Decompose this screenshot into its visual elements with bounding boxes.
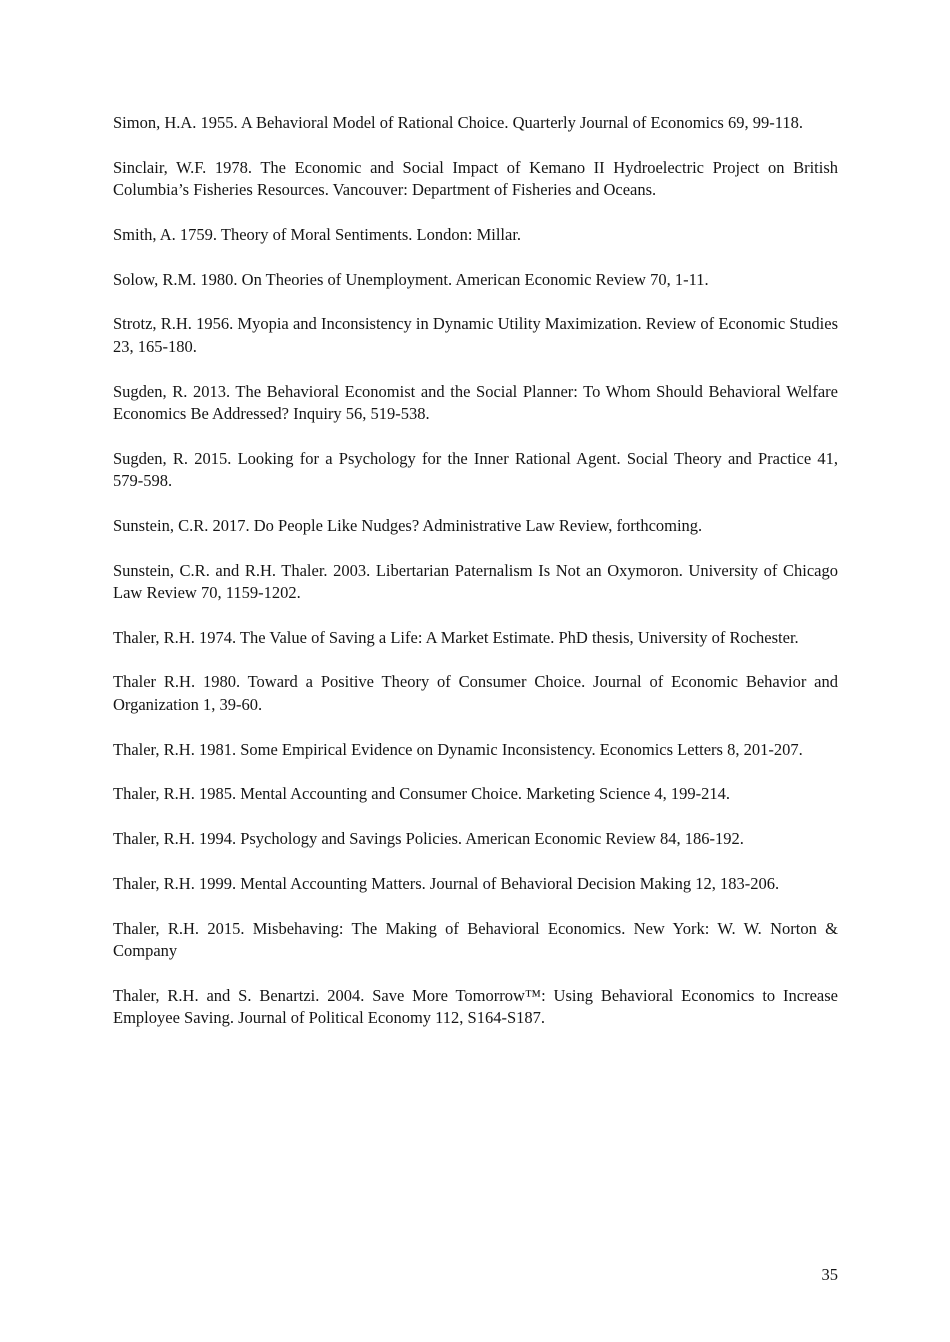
reference-entry: Strotz, R.H. 1956. Myopia and Inconsistency in Dynamic Utility Maximization. Review of Economic Studies 23, 165-180. — [113, 314, 838, 356]
page-number: 35 — [821, 1265, 838, 1284]
reference-entry: Sunstein, C.R. and R.H. Thaler. 2003. Libertarian Paternalism Is Not an Oxymoron. University of Chicago Law Review 70, 1159-1202. — [113, 560, 838, 602]
reference-entry: Smith, A. 1759. Theory of Moral Sentiments. London: Millar. — [113, 224, 522, 244]
reference-entry: Thaler, R.H. 1985. Mental Accounting and Consumer Choice. Marketing Science 4, 199-214. — [113, 784, 731, 804]
reference-entry: Solow, R.M. 1980. On Theories of Unemployment. American Economic Review 70, 1-11. — [113, 269, 709, 289]
reference-entry: Thaler, R.H. 1974. The Value of Saving a Life: A Market Estimate. PhD thesis, University of Rochester. — [113, 627, 799, 647]
reference-entry: Thaler, R.H. 2015. Misbehaving: The Making of Behavioral Economics. New York: W. W. Norton & Company — [113, 918, 838, 961]
reference-entry: Thaler, R.H. and S. Benartzi. 2004. Save More Tomorrow™: Using Behavioral Economics to Increase Employee Saving. Journal of Political Economy 112, S164-S187. — [113, 985, 838, 1028]
reference-entry: Thaler, R.H. 1981. Some Empirical Evidence on Dynamic Inconsistency. Economics Letters 8, 201-207. — [113, 739, 803, 759]
references-list — [113, 112, 838, 1029]
reference-entry: Simon, H.A. 1955. A Behavioral Model of Rational Choice. Quarterly Journal of Economics 69, 99-118. — [113, 113, 803, 132]
reference-entry: Thaler, R.H. 1994. Psychology and Savings Policies. American Economic Review 84, 186-192. — [113, 829, 744, 849]
reference-entry: Sugden, R. 2013. The Behavioral Economist and the Social Planner: To Whom Should Behavioral Welfare Economics Be Addressed? Inquiry 56, 519-538. — [113, 381, 838, 423]
reference-entry: Sinclair, W.F. 1978. The Economic and Social Impact of Kemano II Hydroelectric Project on British Columbia’s Fisheries Resources. Vancouver: Department of Fisheries and Oceans. — [113, 157, 838, 200]
reference-entry: Thaler, R.H. 1999. Mental Accounting Matters. Journal of Behavioral Decision Making 12, 183-206. — [113, 873, 780, 893]
reference-entry: Sunstein, C.R. 2017. Do People Like Nudges? Administrative Law Review, forthcoming. — [113, 515, 703, 535]
reference-entry: Thaler R.H. 1980. Toward a Positive Theory of Consumer Choice. Journal of Economic Behavior and Organization 1, 39-60. — [113, 672, 838, 714]
reference-entry: Sugden, R. 2015. Looking for a Psychology for the Inner Rational Agent. Social Theory and Practice 41, 579-598. — [113, 448, 838, 490]
